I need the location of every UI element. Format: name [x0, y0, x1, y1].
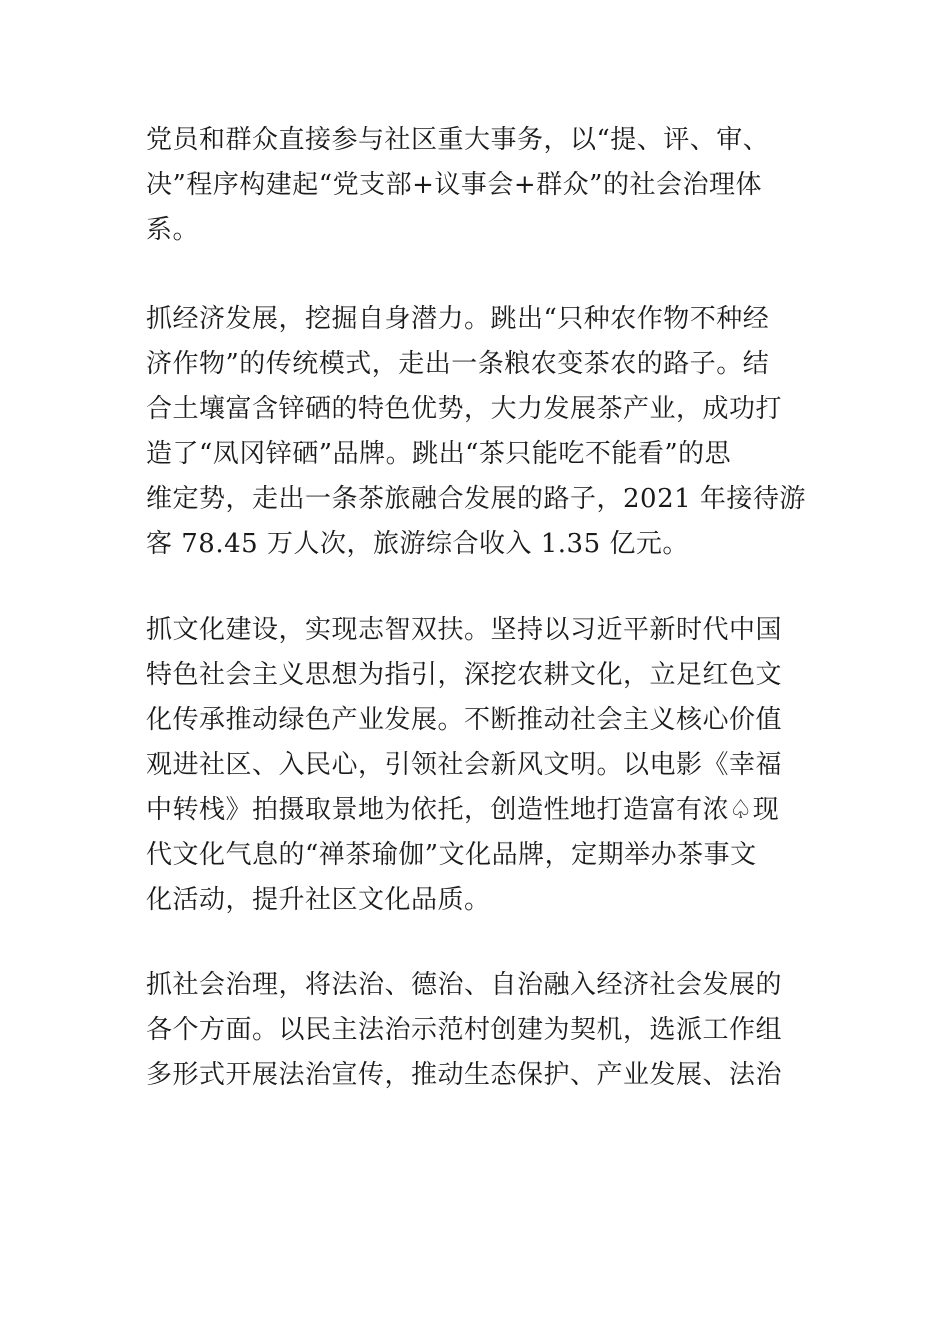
text-line: 造了“凤冈锌硒”品牌。跳出“茶只能吃不能看”的思 [146, 439, 732, 469]
text-line: 各个方面。以民主法治示范村创建为契机，选派工作组 [146, 1015, 783, 1045]
text-line: 观进社区、入民心，引领社会新风文明。以电影《幸福 [146, 750, 783, 780]
text-line: 合土壤富含锌硒的特色优势，大力发展茶产业，成功打 [146, 394, 783, 424]
text-line: 系。 [146, 215, 200, 245]
text-line: 济作物”的传统模式，走出一条粮农变茶农的路子。结 [146, 349, 770, 379]
paragraph-social-governance [146, 963, 810, 1098]
text-line: 抓社会治理，将法治、德治、自治融入经济社会发展的 [146, 970, 783, 1000]
text-line: 决”程序构建起“党支部+议事会+群众”的社会治理体 [146, 170, 762, 200]
text-line: 多形式开展法治宣传，推动生态保护、产业发展、法治 [146, 1060, 783, 1090]
text-line: 代文化气息的“禅茶瑜伽”文化品牌，定期举办茶事文 [146, 840, 757, 870]
text-line: 抓经济发展，挖掘自身潜力。跳出“只种农作物不种经 [146, 304, 770, 334]
text-line: 抓文化建设，实现志智双扶。坚持以习近平新时代中国 [146, 615, 783, 645]
paragraph-economic-development [146, 297, 810, 567]
text-line: 特色社会主义思想为指引，深挖农耕文化，立足红色文 [146, 660, 783, 690]
paragraph-cultural-construction [146, 608, 810, 923]
text-line: 维定势，走出一条茶旅融合发展的路子，2021 年接待游 [146, 484, 806, 514]
text-line: 党员和群众直接参与社区重大事务，以“提、评、审、 [146, 125, 770, 155]
text-line: 化传承推动绿色产业发展。不断推动社会主义核心价值 [146, 705, 783, 735]
text-line: 客 78.45 万人次，旅游综合收入 1.35 亿元。 [146, 529, 689, 559]
text-line: 化活动，提升社区文化品质。 [146, 885, 491, 915]
paragraph-community-governance [146, 118, 810, 253]
text-line: 中转栈》拍摄取景地为依托，创造性地打造富有浓♤现 [146, 795, 780, 825]
